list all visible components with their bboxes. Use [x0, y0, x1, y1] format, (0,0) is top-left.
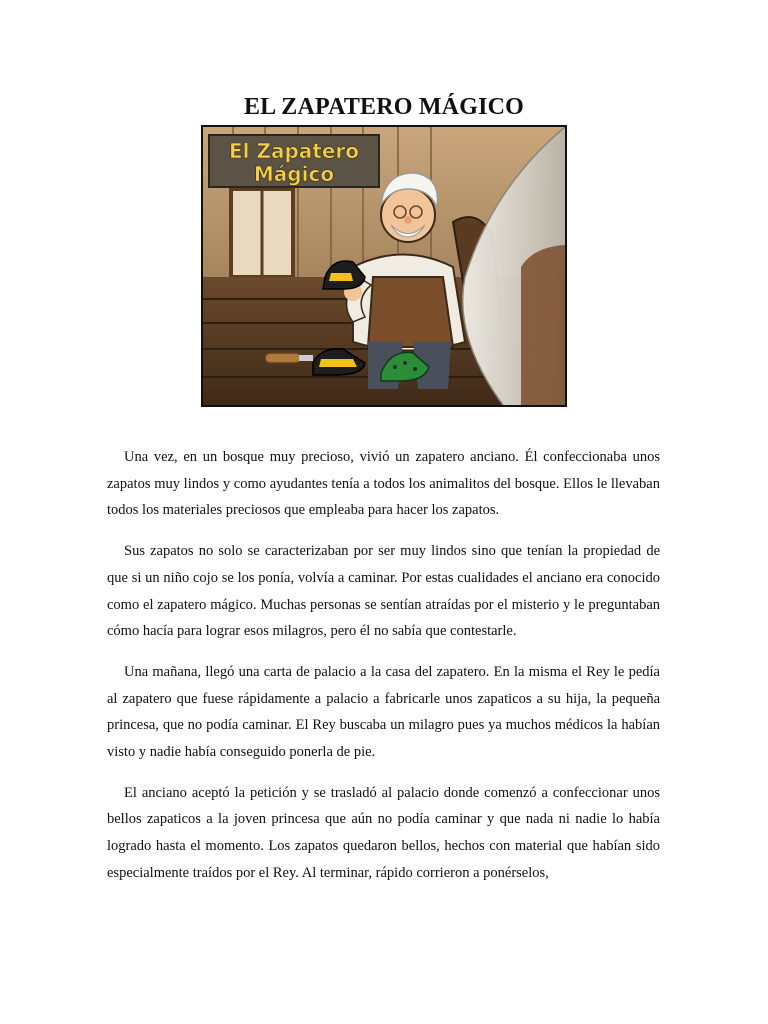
document-title: EL ZAPATERO MÁGICO [243, 94, 525, 120]
paragraph: Sus zapatos no solo se caracterizaban por ser muy lindos sino que tenían la propiedad de que si un niño cojo se los ponía, volvía a caminar. Por estas cualidades el anciano era conocido como el zapatero mágico. Muchas personas se sentían atraídas por el misterio y le preguntaban cómo hacía para lograr esos milagros, pero él no sabía que contestarle. [107, 543, 660, 640]
paragraph: Una vez, en un bosque muy precioso, vivió un zapatero anciano. Él confeccionaba unos zapatos muy lindos y como ayudantes tenía a todos los animalitos del bosque. Ellos le llevaban todos los materiales preciosos que empleaba para hacer los zapatos. [107, 449, 660, 519]
paragraph: Una mañana, llegó una carta de palacio a la casa del zapatero. En la misma el Rey le pedía al zapatero que fuese rápidamente a palacio a fabricarle unos zapaticos a su hija, la pequeña princesa, que no podía caminar. El Rey buscaba un milagro pues ya muchos médicos la habían visto y nadie había conseguido ponerla de pie. [107, 663, 660, 761]
sign-line-1: El Zapatero [228, 139, 360, 163]
sign-line-2: Mágico [253, 162, 335, 186]
paragraph: El anciano aceptó la petición y se trasladó al palacio donde comenzó a confeccionar unos bellos zapaticos a la joven princesa que aún no podía caminar y que nada ni nadie lo había logrado hasta el momento. Los zapatos quedaron bellos, hechos con material que habían sido especialmente traídos por el Rey. Al terminar, rápido corrieron a ponérselos, [107, 784, 660, 881]
story-body [107, 444, 660, 894]
shoemaker-illustration [203, 127, 565, 405]
story-illustration [201, 125, 567, 407]
